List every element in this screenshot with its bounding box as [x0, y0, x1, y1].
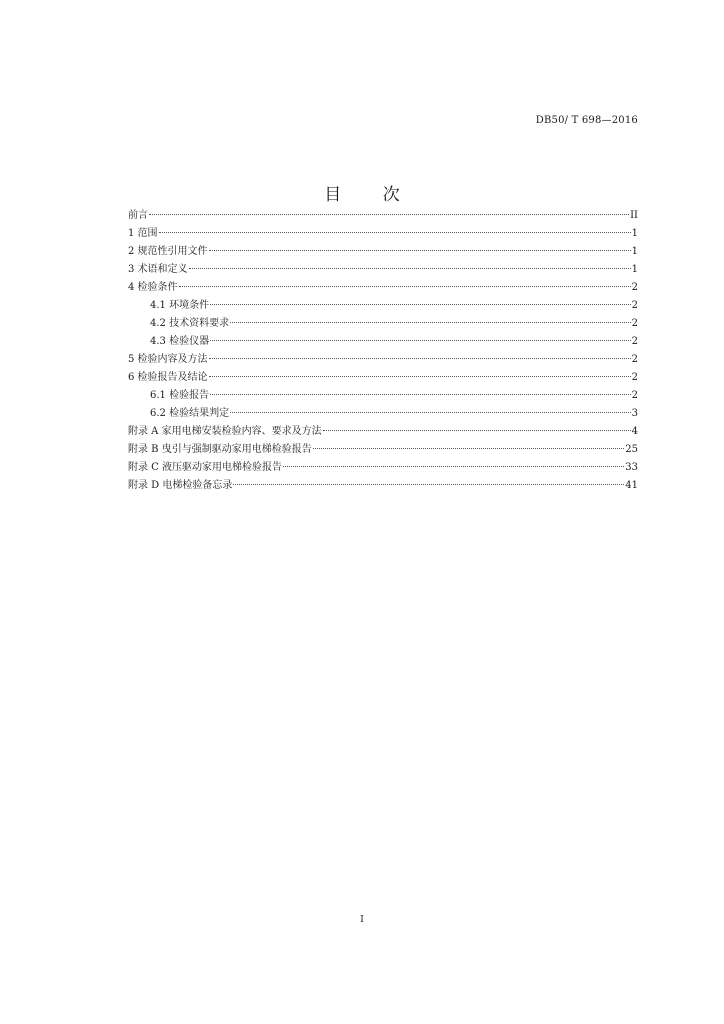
toc-dot-leader [149, 214, 629, 215]
toc-entry-label: 附录 C 液压驱动家用电梯检验报告 [128, 462, 283, 473]
toc-entry-page: 2 [631, 390, 638, 401]
toc-dot-leader [323, 430, 631, 431]
page-number: I [360, 915, 364, 925]
toc-dot-leader [209, 358, 631, 359]
toc-dot-leader [210, 394, 631, 395]
toc-entry-label: 2 规范性引用文件 [128, 246, 208, 257]
toc-entry-page: 25 [625, 444, 638, 455]
toc-dot-leader [159, 232, 631, 233]
toc-entry-label: 前言 [128, 210, 148, 221]
toc-entry-page: 2 [631, 336, 638, 347]
toc-entry-page: 1 [631, 228, 638, 239]
toc-entry-label: 附录 B 曳引与强制驱动家用电梯检验报告 [128, 444, 312, 455]
toc-entry-label: 5 检验内容及方法 [128, 354, 208, 365]
toc-dot-leader [210, 340, 631, 341]
standard-code: DB50/ T 698—2016 [535, 115, 638, 126]
toc-entry-page: 33 [625, 462, 638, 473]
toc-dot-leader [313, 448, 625, 449]
toc-entry[interactable] [128, 441, 638, 459]
toc-entry[interactable] [128, 459, 638, 477]
toc-entry-label: 6 检验报告及结论 [128, 372, 208, 383]
toc-dot-leader [233, 484, 624, 485]
toc-entry-page: II [630, 210, 638, 221]
toc-dot-leader [189, 268, 631, 269]
toc-dot-leader [283, 466, 624, 467]
toc-entry-label: 附录 D 电梯检验备忘录 [128, 480, 233, 491]
toc-dot-leader [209, 376, 631, 377]
toc-entry[interactable] [128, 297, 638, 315]
toc-entry-page: 3 [631, 408, 638, 419]
toc-entry-page: 2 [631, 354, 638, 365]
toc-entry[interactable] [128, 351, 638, 369]
toc-dot-leader [209, 250, 631, 251]
toc-entry[interactable] [128, 387, 638, 405]
toc-entry-page: 4 [631, 426, 638, 437]
toc-entry-page: 2 [631, 318, 638, 329]
toc-entry-label: 4.3 检验仪器 [150, 336, 210, 347]
toc-entry[interactable] [128, 279, 638, 297]
toc-entry-page: 41 [625, 480, 638, 491]
toc-entry[interactable] [128, 477, 638, 495]
page-title: 目 次 [324, 185, 418, 205]
toc-entry[interactable] [128, 333, 638, 351]
toc-dot-leader [230, 322, 631, 323]
toc-entry-label: 6.1 检验报告 [150, 390, 210, 401]
toc-dot-leader [179, 286, 631, 287]
toc-entry[interactable] [128, 315, 638, 333]
toc-dot-leader [210, 304, 631, 305]
toc-entry-label: 4.1 环境条件 [150, 300, 210, 311]
toc-entry[interactable] [128, 225, 638, 243]
toc-entry-page: 2 [631, 372, 638, 383]
table-of-contents [128, 207, 638, 495]
toc-entry[interactable] [128, 423, 638, 441]
toc-entry[interactable] [128, 207, 638, 225]
toc-entry-label: 4.2 技术资料要求 [150, 318, 230, 329]
toc-entry-page: 2 [631, 300, 638, 311]
toc-entry-label: 1 范围 [128, 228, 158, 239]
toc-entry[interactable] [128, 405, 638, 423]
toc-entry-label: 附录 A 家用电梯安装检验内容、要求及方法 [128, 426, 322, 437]
toc-entry[interactable] [128, 261, 638, 279]
toc-entry-page: 2 [631, 282, 638, 293]
toc-entry[interactable] [128, 369, 638, 387]
toc-dot-leader [230, 412, 631, 413]
toc-entry-page: 1 [631, 264, 638, 275]
toc-entry-label: 3 术语和定义 [128, 264, 188, 275]
toc-entry-label: 4 检验条件 [128, 282, 178, 293]
toc-entry[interactable] [128, 243, 638, 261]
toc-entry-label: 6.2 检验结果判定 [150, 408, 230, 419]
toc-entry-page: 1 [631, 246, 638, 257]
